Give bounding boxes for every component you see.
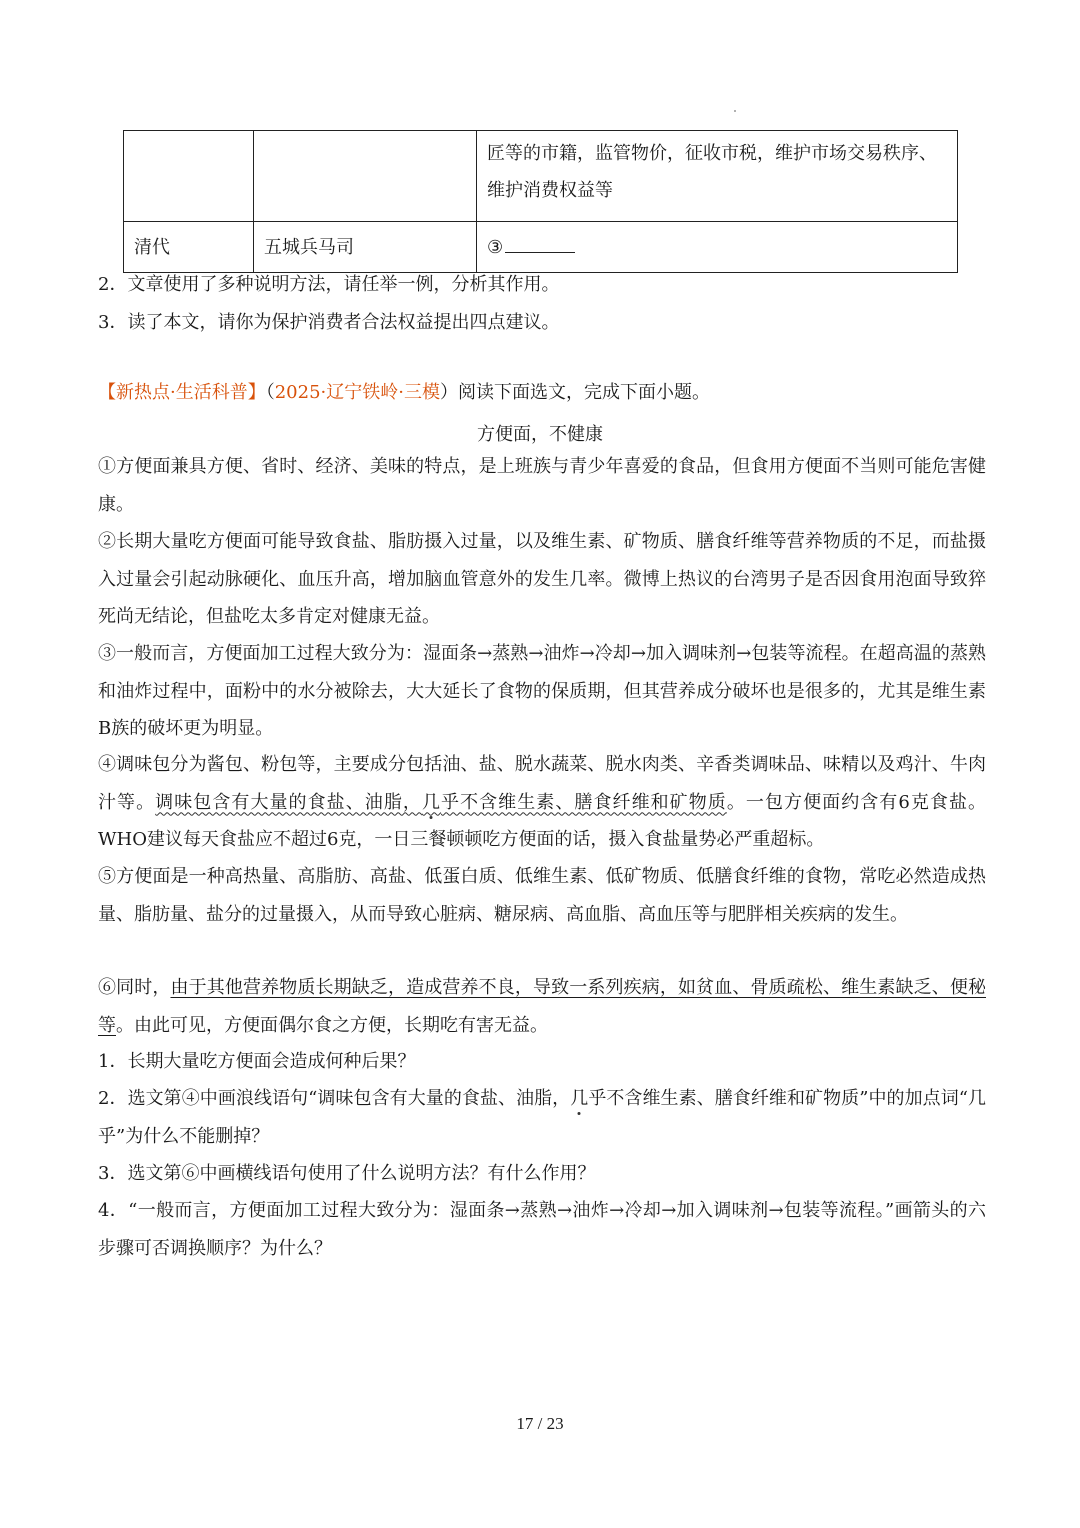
section-source: 2025·辽宁铁岭·三模 xyxy=(274,382,440,403)
section-heading: 【新热点·生活科普】（2025·辽宁铁岭·三模）阅读下面选文，完成下面小题。 xyxy=(98,382,710,403)
question-2: 2．选文第④中画浪线语句“调味包含有大量的食盐、油脂，几乎不含维生素、膳食纤维和矿物质”中的加点词“几乎”为什么不能删掉？ xyxy=(98,1088,987,1147)
article-paragraph-5: ⑤方便面是一种高热量、高脂肪、高盐、低蛋白质、低维生素、低矿物质、低膳食纤维的食物，常吃必然造成热量、脂肪量、盐分的过量摄入，从而导致心脏病、糖尿病、高血脂、高血压等与肥胖相关疾病的发生。 xyxy=(98,866,986,925)
table-cell-duties: 匠等的市籍，监管物价，征收市税，维护市场交易秩序、维护消费权益等 xyxy=(477,131,958,222)
article-title: 方便面，不健康 xyxy=(477,424,603,445)
table-cell-agency xyxy=(254,131,477,222)
table-cell-dynasty xyxy=(124,131,254,222)
article-paragraph-1: ①方便面兼具方便、省时、经济、美味的特点，是上班族与青少年喜爱的食品，但食用方便面不当则可能危害健康。 xyxy=(98,456,986,515)
prev-question-2: 2．文章使用了多种说明方法，请任举一例，分析其作用。 xyxy=(98,274,560,295)
dotted-word: 几 xyxy=(570,1088,589,1109)
question-3: 3．选文第⑥中画横线语句使用了什么说明方法？有什么作用？ xyxy=(98,1163,596,1184)
question-1: 1．长期大量吃方便面会造成何种后果？ xyxy=(98,1051,416,1072)
prev-question-3: 3．读了本文，请你为保护消费者合法权益提出四点建议。 xyxy=(98,312,560,333)
question-4: 4．“一般而言，方便面加工过程大致分为：湿面条→蒸熟→油炸→冷却→加入调味剂→包装等流程。”画箭头的六步骤可否调换顺序？为什么？ xyxy=(98,1200,986,1259)
wavy-sentence: 调味包含有大量的食盐、油脂，几乎不含维生素、膳食纤维和矿物质 xyxy=(155,791,727,813)
table-cell-duties: ③ xyxy=(477,222,958,273)
table-row xyxy=(124,222,958,273)
table-cell-dynasty: 清代 xyxy=(124,222,254,273)
table-cell-agency: 五城兵马司 xyxy=(254,222,477,273)
underlined-sentence: 由于其他营养物质长期缺乏，造成营养不良，导致一系列疾病，如贫血、骨质疏松、维生素缺乏、便秘等 xyxy=(98,977,986,1036)
section-instruction: 阅读下面选文，完成下面小题。 xyxy=(458,382,710,403)
table-row xyxy=(124,131,958,222)
article-paragraph-4: ④调味包分为酱包、粉包等，主要成分包括油、盐、脱水蔬菜、脱水肉类、辛香类调味品、味精以及鸡汁、牛肉汁等。调味包含有大量的食盐、油脂，几乎不含维生素、膳食纤维和矿物质。一包方便面约含有6克食盐。WHO建议每天食盐应不超过6克，一日三餐顿顿吃方便面的话，摄入食盐量势必严重超标。 xyxy=(98,754,987,850)
scan-dot xyxy=(734,110,736,112)
section-tag: 【新热点·生活科普】 xyxy=(98,382,266,403)
article-paragraph-3: ③一般而言，方便面加工过程大致分为：湿面条→蒸熟→油炸→冷却→加入调味剂→包装等流程。在超高温的蒸熟和油炸过程中，面粉中的水分被除去，大大延长了食物的保质期，但其营养成分破坏也是很多的，尤其是维生素B族的破坏更为明显。 xyxy=(98,643,986,739)
article-paragraph-6: ⑥同时，由于其他营养物质长期缺乏，造成营养不良，导致一系列疾病，如贫血、骨质疏松、维生素缺乏、便秘等。由此可见，方便面偶尔食之方便，长期吃有害无益。 xyxy=(98,977,986,1036)
page-number: 17 / 23 xyxy=(516,1414,564,1433)
history-table xyxy=(123,130,958,273)
answer-blank xyxy=(505,232,575,253)
dotted-word: 几 xyxy=(421,791,442,813)
article-paragraph-2: ②长期大量吃方便面可能导致食盐、脂肪摄入过量，以及维生素、矿物质、膳食纤维等营养物质的不足，而盐摄入过量会引起动脉硬化、血压升高，增加脑血管意外的发生几率。微博上热议的台湾男子是否因食用泡面导致猝死尚无结论，但盐吃太多肯定对健康无益。 xyxy=(98,531,986,627)
